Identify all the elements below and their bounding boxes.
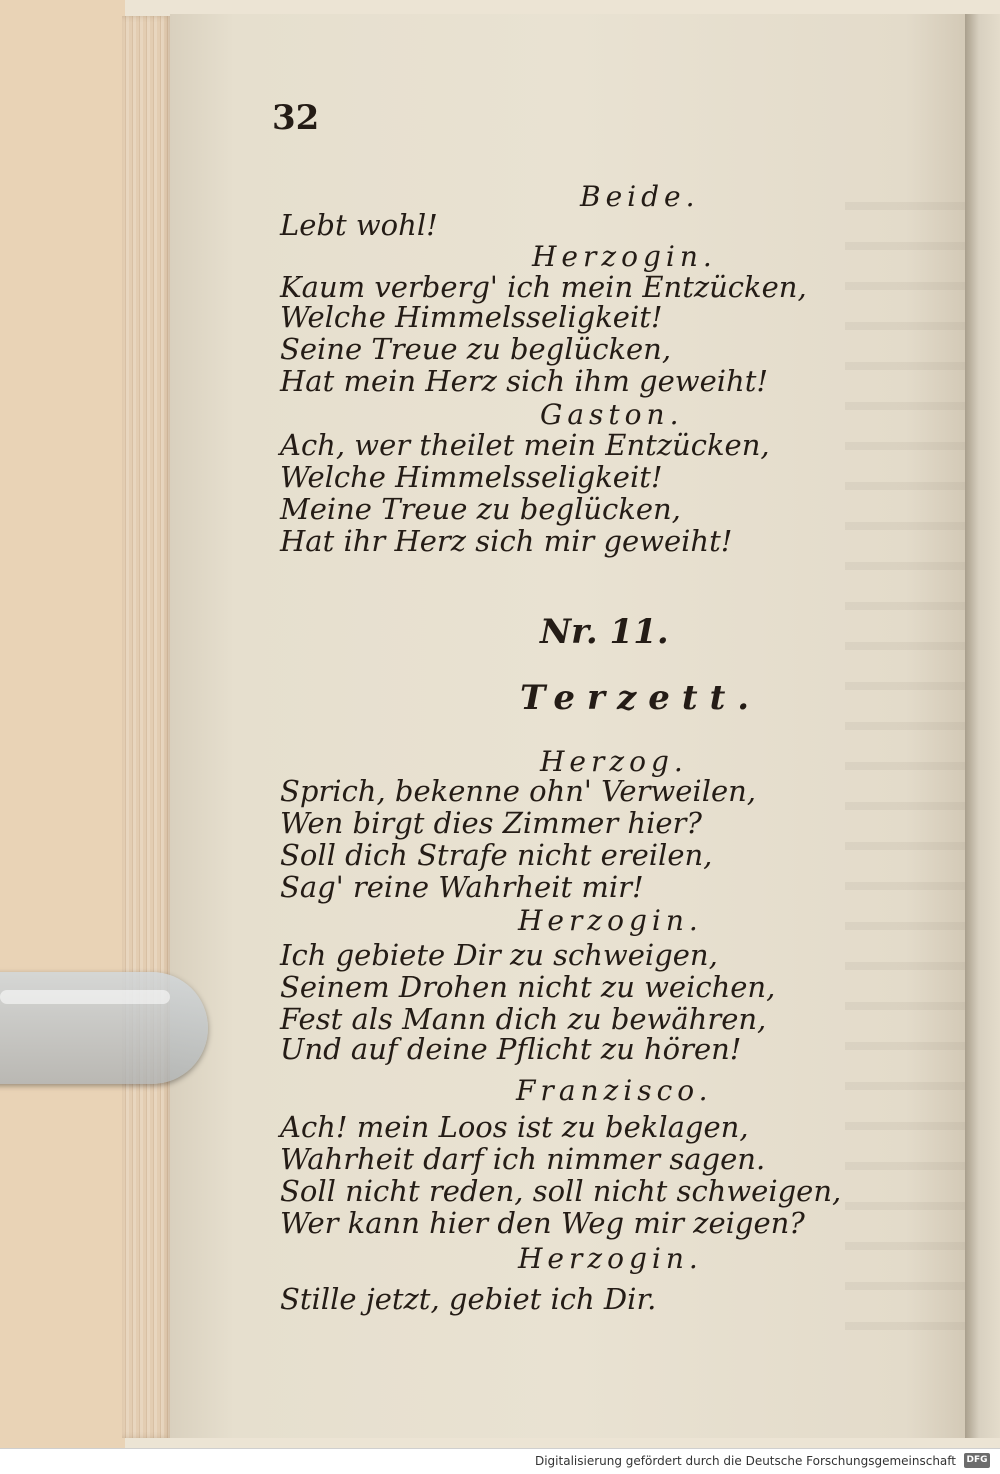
speaker-name: Gaston. bbox=[540, 398, 684, 431]
verse-line: Wahrheit darf ich nimmer sagen. bbox=[280, 1142, 766, 1176]
dfg-logo: DFG bbox=[964, 1453, 990, 1468]
verse-line: Ach, wer theilet mein Entzücken, bbox=[280, 428, 770, 462]
verse-line: Soll dich Strafe nicht ereilen, bbox=[280, 838, 713, 872]
verse-line: Wer kann hier den Weg mir zeigen? bbox=[280, 1206, 805, 1240]
verse-line: Ach! mein Loos ist zu beklagen, bbox=[280, 1110, 749, 1144]
verse-line: Sag' reine Wahrheit mir! bbox=[280, 870, 644, 904]
verse-line: Hat mein Herz sich ihm geweiht! bbox=[280, 364, 769, 398]
verse-line: Soll nicht reden, soll nicht schweigen, bbox=[280, 1174, 842, 1208]
section-number: Nr. 11. bbox=[540, 612, 669, 652]
verse-line: Seinem Drohen nicht zu weichen, bbox=[280, 970, 776, 1004]
verse-line: Meine Treue zu beglücken, bbox=[280, 492, 681, 526]
speaker-name: Herzogin. bbox=[532, 240, 717, 273]
verse-line: Wen birgt dies Zimmer hier? bbox=[280, 806, 702, 840]
speaker-name: Franzisco. bbox=[516, 1074, 713, 1107]
verse-line: Seine Treue zu beglücken, bbox=[280, 332, 672, 366]
verse-line: Welche Himmelsseligkeit! bbox=[280, 300, 663, 334]
verse-line: Und auf deine Pflicht zu hören! bbox=[280, 1032, 742, 1066]
page-edges bbox=[122, 16, 172, 1438]
footer-bar bbox=[0, 1448, 1000, 1474]
verse-line: Ich gebiete Dir zu schweigen, bbox=[280, 938, 718, 972]
verse-line: Kaum verberg' ich mein Entzücken, bbox=[280, 270, 807, 304]
verse-line: Hat ihr Herz sich mir geweiht! bbox=[280, 524, 733, 558]
verse-line: Sprich, bekenne ohn' Verweilen, bbox=[280, 774, 757, 808]
speaker-name: Herzogin. bbox=[518, 904, 703, 937]
section-title: Terzett. bbox=[520, 678, 762, 718]
verse-line: Fest als Mann dich zu bewähren, bbox=[280, 1002, 767, 1036]
glass-highlight bbox=[0, 990, 170, 1004]
facing-page-edge bbox=[965, 14, 1000, 1438]
speaker-name: Beide. bbox=[580, 180, 700, 213]
page-number: 32 bbox=[272, 98, 320, 138]
verse-line: Welche Himmelsseligkeit! bbox=[280, 460, 663, 494]
verse-line: Lebt wohl! bbox=[280, 208, 438, 242]
speaker-name: Herzogin. bbox=[518, 1242, 703, 1275]
glass-weight bbox=[0, 972, 208, 1084]
verse-line: Stille jetzt, gebiet ich Dir. bbox=[280, 1282, 657, 1316]
footer-credit: Digitalisierung gefördert durch die Deutsche Forschungsgemeinschaft bbox=[534, 1454, 956, 1468]
bleed-through bbox=[845, 170, 965, 1330]
speaker-name: Herzog. bbox=[540, 745, 688, 778]
scan-background bbox=[0, 0, 125, 1450]
